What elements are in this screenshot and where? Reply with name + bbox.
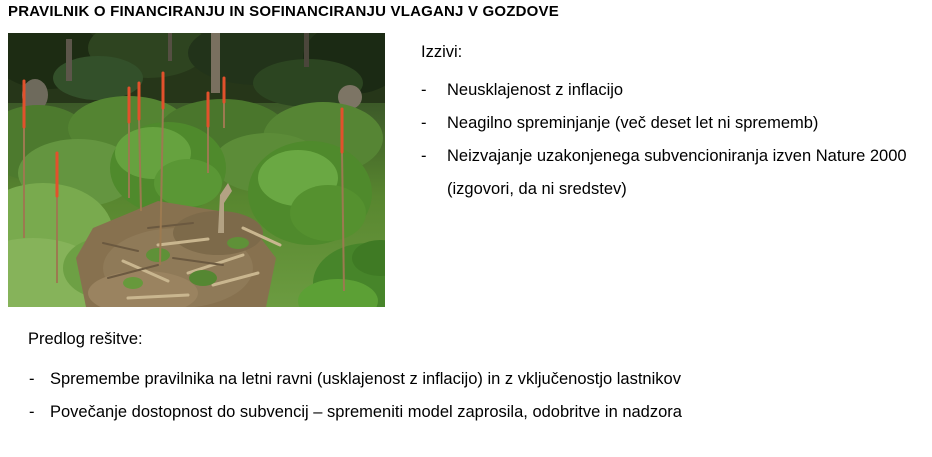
- challenge-item-text: Neizvajanje uzakonjenega subvencioniranja izven Nature 2000 (izgovori, da ni sredstev): [447, 147, 907, 198]
- proposal-list: [29, 363, 908, 429]
- dash-marker: -: [421, 147, 427, 165]
- challenge-item-text: Neagilno spreminjanje (več deset let ni sprememb): [447, 114, 819, 132]
- forest-photo: [8, 33, 385, 307]
- challenges-list: [421, 74, 915, 206]
- list-item: [421, 74, 915, 107]
- list-item: [29, 396, 908, 429]
- proposal-section: [28, 327, 908, 429]
- dash-marker: -: [421, 81, 427, 99]
- forest-photo-illustration: [8, 33, 385, 307]
- dash-marker: -: [29, 370, 35, 388]
- proposal-item-text: Povečanje dostopnost do subvencij – spremeniti model zaprosila, odobritve in nadzora: [50, 403, 682, 421]
- challenges-section: [421, 40, 915, 206]
- list-item: [421, 140, 915, 206]
- proposal-item-text: Spremembe pravilnika na letni ravni (usklajenost z inflacijo) in z vključenostjo lastnikov: [50, 370, 681, 388]
- list-item: [421, 107, 915, 140]
- dash-marker: -: [421, 114, 427, 132]
- challenges-heading: Izzivi:: [421, 43, 463, 61]
- challenge-item-text: Neusklajenost z inflacijo: [447, 81, 624, 99]
- page-title: PRAVILNIK O FINANCIRANJU IN SOFINANCIRANJU VLAGANJ V GOZDOVE: [8, 3, 559, 20]
- dash-marker: -: [29, 403, 35, 421]
- proposal-heading: Predlog rešitve:: [28, 330, 143, 348]
- list-item: [29, 363, 908, 396]
